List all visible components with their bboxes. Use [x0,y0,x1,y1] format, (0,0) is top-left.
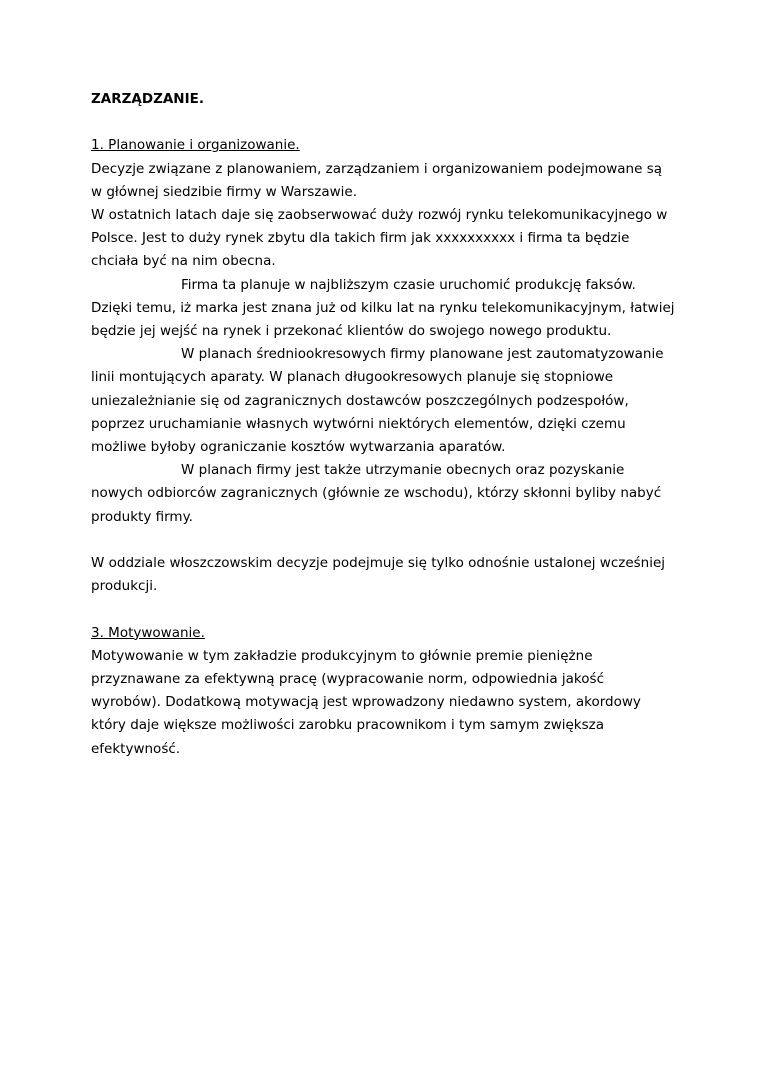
paragraph-mid-long-term-plans: W planach średniookresowych firmy planowane jest zautomatyzowanie linii montujących aparaty. W planach długookresowych planuje się stopniowe uniezależnianie się od zagranicznych dostawców poszczególnych podzespołów, poprzez uruchamianie własnych wytwórni niektórych elementów, dzięki czemu możliwe byłoby ograniczanie kosztów wytwarzania aparatów. [91,346,664,456]
paragraph-decisions-warsaw: Decyzje związane z planowaniem, zarządzaniem i organizowaniem podejmowane są w głównej siedzibie firmy w Warszawie. [91,160,663,200]
paragraph-telecom-market: W ostatnich latach daje się zaobserwować duży rozwój rynku telekomunikacyjnego w Polsce. Jest to duży rynek zbytu dla takich firm jak xxxxxxxxxx i firma ta będzie chciała być na nim obecna. [91,206,668,270]
section-heading-motivation: 3. Motywowanie. [91,624,205,641]
blank-line [91,529,676,552]
blank-line [91,598,676,621]
paragraph-fax-production: Firma ta planuje w najbliższym czasie uruchomić produkcję faksów. Dzięki temu, iż marka jest znana już od kilku lat na rynku telekomunikacyjnym, łatwiej będzie jej wejść na rynek i przekonać klientów do swojego nowego produktu. [91,276,675,339]
section-heading-planning: 1. Planowanie i organizowanie. [91,137,300,154]
paragraph-motivation: Motywowanie w tym zakładzie produkcyjnym to głównie premie pieniężne przyznawane za efektywną pracę (wypracowanie norm, odpowiednia jakość wyrobów). Dodatkową motywacją jest wprowadzony niedawno system, akordowy który daje większe możliwości zarobku pracownikom i tym samym zwiększa efektywność. [91,647,641,757]
document-title: ZARZĄDZANIE. [91,91,204,107]
document-body [91,88,676,761]
blank-line [91,111,676,134]
paragraph-wloszczowa-branch: W oddziale włoszczowskim decyzje podejmuje się tylko odnośnie ustalonej wcześniej produkcji. [91,555,666,595]
paragraph-foreign-customers: W planach firmy jest także utrzymanie obecnych oraz pozyskanie nowych odbiorców zagranicznych (głównie ze wschodu), którzy skłonni byliby nabyć produkty firmy. [91,462,662,525]
